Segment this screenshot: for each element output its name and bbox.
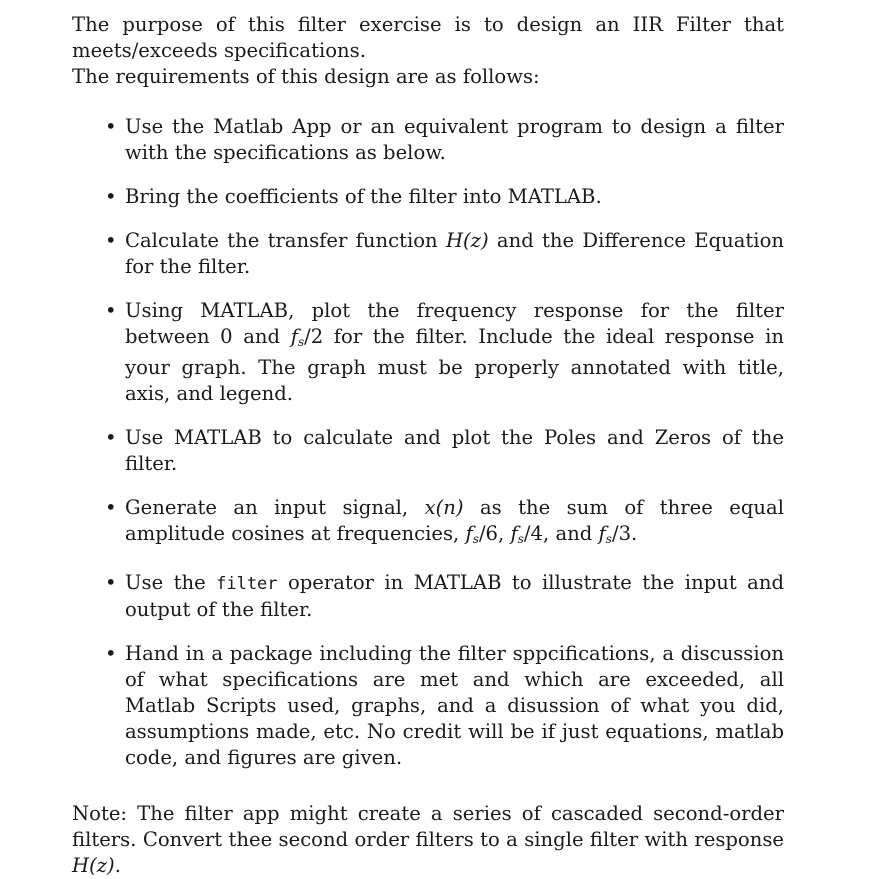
list-item xyxy=(72,570,784,623)
list-item-text: Using MATLAB, plot the frequency response for the filter between 0 and xyxy=(125,299,784,348)
list-item-text: Generate an input signal, xyxy=(125,496,425,519)
note-text: . xyxy=(114,854,121,877)
bullet-icon: • xyxy=(105,185,117,208)
list-item-text: Use the Matlab App or an equivalent program to design a filter with the specifications as below. xyxy=(125,115,784,164)
list-item-text: Calculate the transfer function xyxy=(125,229,446,252)
bullet-icon: • xyxy=(105,115,117,138)
math-fs: f xyxy=(598,522,606,545)
bullet-icon: • xyxy=(105,571,117,594)
bullet-icon: • xyxy=(105,299,117,322)
list-item-text: /3. xyxy=(611,522,638,545)
bullet-icon: • xyxy=(105,426,117,449)
list-item-text: Bring the coefficients of the filter into MATLAB. xyxy=(125,185,602,208)
list-item-text: /2 for the filter. Include the ideal response in your graph. The graph must be properly annotated with title, axis, and legend. xyxy=(125,325,784,405)
list-item-text: and the Difference Equation for the filter. xyxy=(125,229,784,278)
math-fs: f xyxy=(465,522,473,545)
code-filter: filter xyxy=(216,574,278,594)
math-subscript: s xyxy=(472,532,479,546)
note-text: Note: The filter app might create a series of cascaded second-order filters. Convert thee second order filters to a single filter with response xyxy=(72,802,784,851)
list-item xyxy=(72,184,784,210)
list-item-text: /6, xyxy=(478,522,511,545)
math-fs: f xyxy=(290,325,298,348)
math-transfer-function: H(z) xyxy=(72,854,115,877)
intro-requirements-line: The requirements of this design are as follows: xyxy=(72,65,540,88)
document-page xyxy=(72,12,784,879)
list-item-text: as the sum of three equal amplitude cosines at frequencies, xyxy=(125,496,784,545)
math-subscript: s xyxy=(605,532,612,546)
list-item-text: Use the xyxy=(125,571,217,594)
list-item-text: Hand in a package including the filter sppcifications, a discussion of what specifications are met and which are exceeded, all Matlab Scripts used, graphs, and a disussion of what you did, assumptions made, etc. No credit will be if just equations, matlab code, and figures are given. xyxy=(125,642,784,769)
list-item xyxy=(72,641,784,771)
note-paragraph xyxy=(72,801,784,879)
list-item xyxy=(72,495,784,552)
math-input-signal: x(n) xyxy=(424,496,464,519)
math-subscript: s xyxy=(517,532,524,546)
bullet-icon: • xyxy=(105,496,117,519)
list-item xyxy=(72,228,784,280)
intro-paragraph: The purpose of this filter exercise is to design an IIR Filter that meets/exceeds specifications. xyxy=(72,13,784,62)
math-transfer-function: H(z) xyxy=(445,229,489,252)
bullet-icon: • xyxy=(105,642,117,665)
list-item xyxy=(72,425,784,477)
list-item xyxy=(72,298,784,407)
list-item xyxy=(72,114,784,166)
list-item-text: /4, and xyxy=(523,522,599,545)
bullet-icon: • xyxy=(105,229,117,252)
list-item-text: operator in MATLAB to illustrate the input and output of the filter. xyxy=(125,571,784,621)
list-item-text: Use MATLAB to calculate and plot the Poles and Zeros of the filter. xyxy=(125,426,784,475)
math-fs: f xyxy=(510,522,518,545)
math-subscript: s xyxy=(297,335,305,349)
requirements-list xyxy=(72,114,784,771)
